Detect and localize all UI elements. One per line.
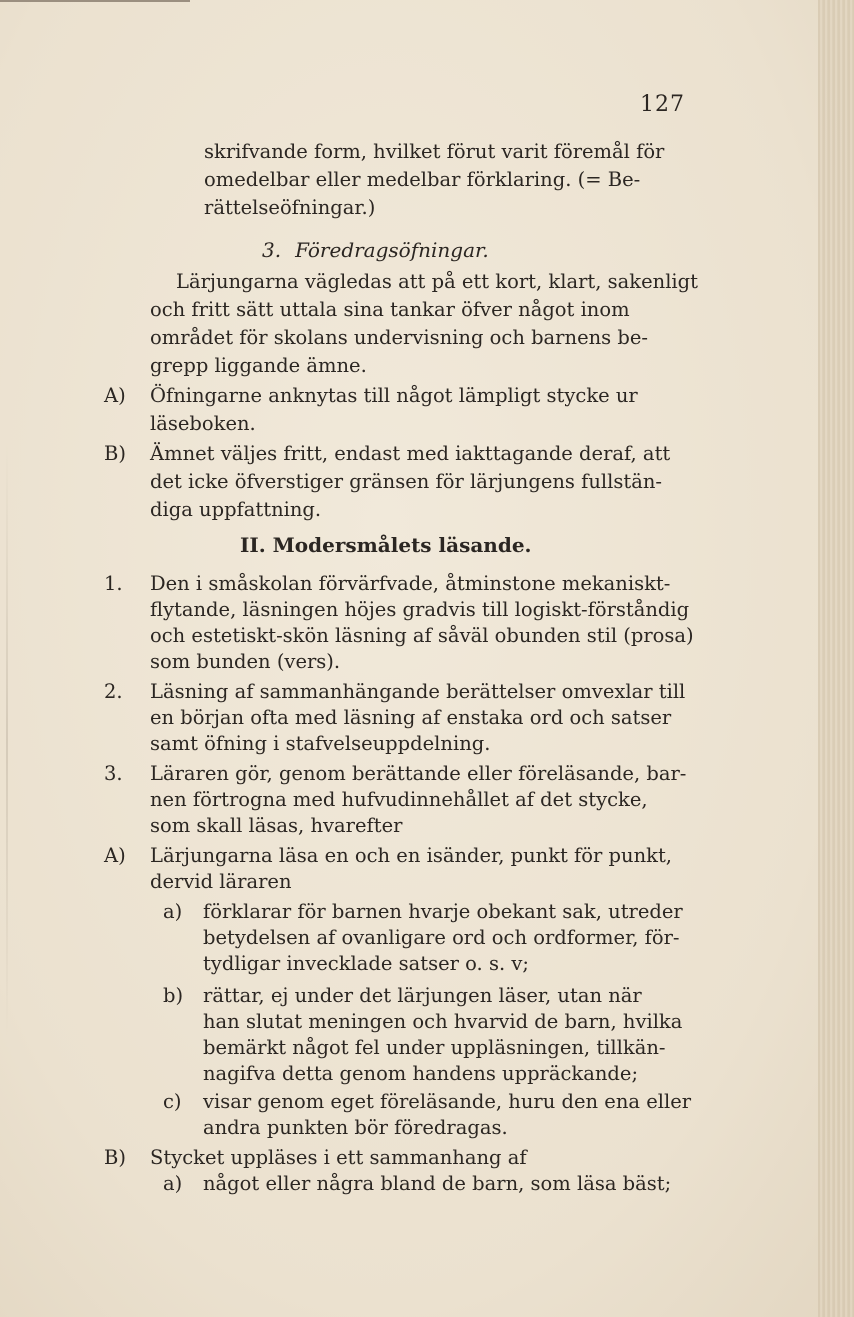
text-line: något eller några bland de barn, som läsa bäst; <box>203 1172 672 1195</box>
text-line: nen förtrogna med hufvudinnehållet af det stycke, <box>150 788 648 811</box>
text-line: rättelseöfningar.) <box>204 196 376 219</box>
text-line: det icke öfverstiger gränsen för lärjungens fullstän- <box>150 470 662 493</box>
text-line: och fritt sätt uttala sina tankar öfver något inom <box>150 298 630 321</box>
page-edge <box>818 0 854 1317</box>
item-label: B) <box>104 442 126 465</box>
text-line: tydligar invecklade satser o. s. v; <box>203 952 529 975</box>
section-heading <box>262 238 489 262</box>
text-line: området för skolans undervisning och barnens be- <box>150 326 648 349</box>
item-label: B) <box>104 1146 126 1169</box>
item-label: c) <box>163 1090 182 1113</box>
text-line: skrifvande form, hvilket förut varit föremål för <box>204 140 665 163</box>
text-line: diga uppfattning. <box>150 498 322 521</box>
text-line: Stycket uppläses i ett sammanhang af <box>150 1146 527 1169</box>
item-label: a) <box>163 1172 183 1195</box>
text-line: betydelsen af ovanligare ord och ordformer, för- <box>203 926 680 949</box>
item-label: 1. <box>104 572 123 595</box>
text-line: grepp liggande ämne. <box>150 354 367 377</box>
item-label: a) <box>163 900 183 923</box>
chapter-heading: II. Modersmålets läsande. <box>240 533 532 557</box>
text-line: en början ofta med läsning af enstaka ord och satser <box>150 706 672 729</box>
section-title: Föredragsöfningar. <box>295 238 489 262</box>
text-line: flytande, läsningen höjes gradvis till logiskt-förståndig <box>150 598 690 621</box>
text-line: andra punkten bör föredragas. <box>203 1116 508 1139</box>
text-line: Läraren gör, genom berättande eller föreläsande, bar- <box>150 762 687 785</box>
binding-shadow <box>6 440 8 1040</box>
text-line: som bunden (vers). <box>150 650 341 673</box>
text-line: han slutat meningen och hvarvid de barn, hvilka <box>203 1010 683 1033</box>
top-rule <box>0 0 190 2</box>
text-line: läseboken. <box>150 412 256 435</box>
text-line: rättar, ej under det lärjungen läser, utan när <box>203 984 642 1007</box>
item-label: b) <box>163 984 184 1007</box>
text-line: omedelbar eller medelbar förklaring. (= Be- <box>204 168 641 191</box>
text-line: Läsning af sammanhängande berättelser omvexlar till <box>150 680 686 703</box>
text-line: och estetiskt-skön läsning af såväl obunden stil (prosa) <box>150 624 694 647</box>
text-line: förklarar för barnen hvarje obekant sak, utreder <box>203 900 683 923</box>
text-line: dervid läraren <box>150 870 292 893</box>
item-label: A) <box>104 844 126 867</box>
page-number: 127 <box>640 92 685 117</box>
text-line: samt öfning i stafvelseuppdelning. <box>150 732 491 755</box>
text-line: Ämnet väljes fritt, endast med iakttagande deraf, att <box>150 442 671 465</box>
item-label: 2. <box>104 680 123 703</box>
text-line: Den i småskolan förvärfvade, åtminstone mekaniskt- <box>150 572 671 595</box>
text-line: som skall läsas, hvarefter <box>150 814 403 837</box>
text-line: Öfningarne anknytas till något lämpligt stycke ur <box>150 384 638 407</box>
text-line: Lärjungarna läsa en och en isänder, punkt för punkt, <box>150 844 672 867</box>
text-line: Lärjungarna vägledas att på ett kort, klart, sakenligt <box>176 270 698 293</box>
item-label: A) <box>104 384 126 407</box>
text-line: nagifva detta genom handens uppräckande; <box>203 1062 639 1085</box>
section-number: 3. <box>262 238 282 262</box>
item-label: 3. <box>104 762 123 785</box>
text-line: bemärkt något fel under uppläsningen, tillkän- <box>203 1036 666 1059</box>
text-line: visar genom eget föreläsande, huru den ena eller <box>203 1090 692 1113</box>
